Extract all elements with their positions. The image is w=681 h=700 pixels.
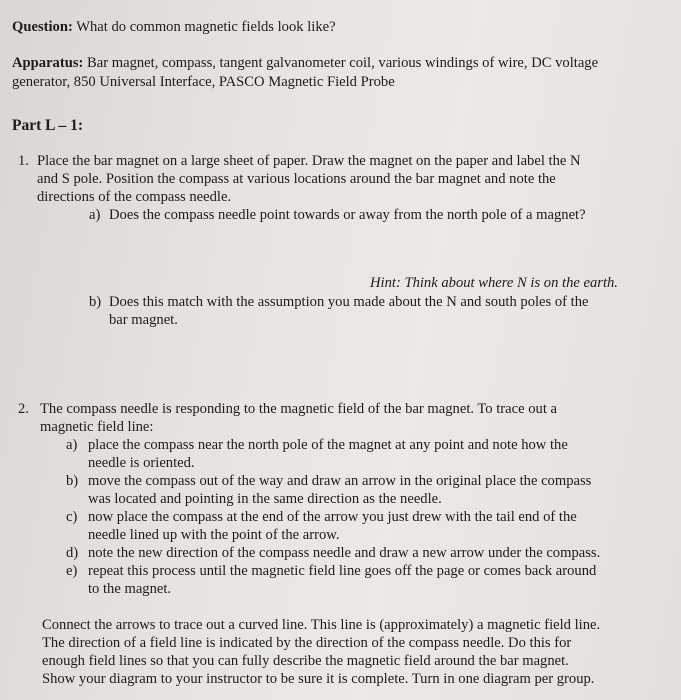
item1a-marker: a) bbox=[89, 207, 101, 223]
closing-line-4: Show your diagram to your instructor to be sure it is complete. Turn in one diagram per group. bbox=[42, 671, 595, 687]
item2c-line-1: now place the compass at the end of the arrow you just drew with the tail end of the bbox=[88, 509, 577, 525]
item1-line-1: Place the bar magnet on a large sheet of paper. Draw the magnet on the paper and label the N bbox=[37, 153, 581, 169]
item1a-text: Does the compass needle point towards or away from the north pole of a magnet? bbox=[109, 207, 586, 223]
question-label: Question: bbox=[12, 19, 73, 35]
apparatus-label: Apparatus: bbox=[12, 55, 84, 71]
item1-line-3: directions of the compass needle. bbox=[37, 189, 232, 205]
item1b-marker: b) bbox=[89, 294, 102, 310]
item2b-line-2: was located and pointing in the same direction as the needle. bbox=[88, 491, 442, 507]
item1-number: 1. bbox=[18, 153, 29, 169]
item2-line-2: magnetic field line: bbox=[40, 419, 154, 435]
item2d-line-1: note the new direction of the compass needle and draw a new arrow under the compass. bbox=[88, 545, 601, 561]
part-heading: Part L – 1: bbox=[12, 117, 84, 134]
item2a-line-1: place the compass near the north pole of the magnet at any point and note how the bbox=[88, 437, 568, 453]
item2e-marker: e) bbox=[66, 563, 78, 579]
closing-line-3: enough field lines so that you can fully describe the magnetic field around the bar magnet. bbox=[42, 653, 569, 669]
item2a-marker: a) bbox=[66, 437, 78, 453]
hint-text: Hint: Think about where N is on the earth. bbox=[370, 275, 618, 291]
item2b-marker: b) bbox=[66, 473, 79, 489]
item2d-marker: d) bbox=[66, 545, 79, 561]
question-text: What do common magnetic fields look like? bbox=[76, 19, 336, 35]
apparatus-text-1: Bar magnet, compass, tangent galvanometer coil, various windings of wire, DC voltage bbox=[87, 55, 599, 71]
item1-line-2: and S pole. Position the compass at various locations around the bar magnet and note the bbox=[37, 171, 556, 187]
item2-number: 2. bbox=[18, 401, 29, 417]
item1b-line-2: bar magnet. bbox=[109, 312, 178, 328]
item2-line-1: The compass needle is responding to the magnetic field of the bar magnet. To trace out a bbox=[40, 401, 558, 417]
question-line bbox=[12, 18, 336, 36]
item2c-line-2: needle lined up with the point of the arrow. bbox=[88, 527, 340, 543]
closing-line-2: The direction of a field line is indicated by the direction of the compass needle. Do this for bbox=[42, 635, 572, 651]
apparatus-line-2: generator, 850 Universal Interface, PASCO Magnetic Field Probe bbox=[12, 74, 395, 90]
item2e-line-1: repeat this process until the magnetic field line goes off the page or comes back around bbox=[88, 563, 597, 579]
item2c-marker: c) bbox=[66, 509, 78, 525]
item2a-line-2: needle is oriented. bbox=[88, 455, 195, 471]
item1b-line-1: Does this match with the assumption you made about the N and south poles of the bbox=[109, 294, 589, 310]
item2b-line-1: move the compass out of the way and draw an arrow in the original place the compass bbox=[88, 473, 592, 489]
closing-line-1: Connect the arrows to trace out a curved line. This line is (approximately) a magnetic field line. bbox=[42, 617, 601, 633]
item2e-line-2: to the magnet. bbox=[88, 581, 172, 597]
apparatus-line-1 bbox=[12, 54, 598, 72]
